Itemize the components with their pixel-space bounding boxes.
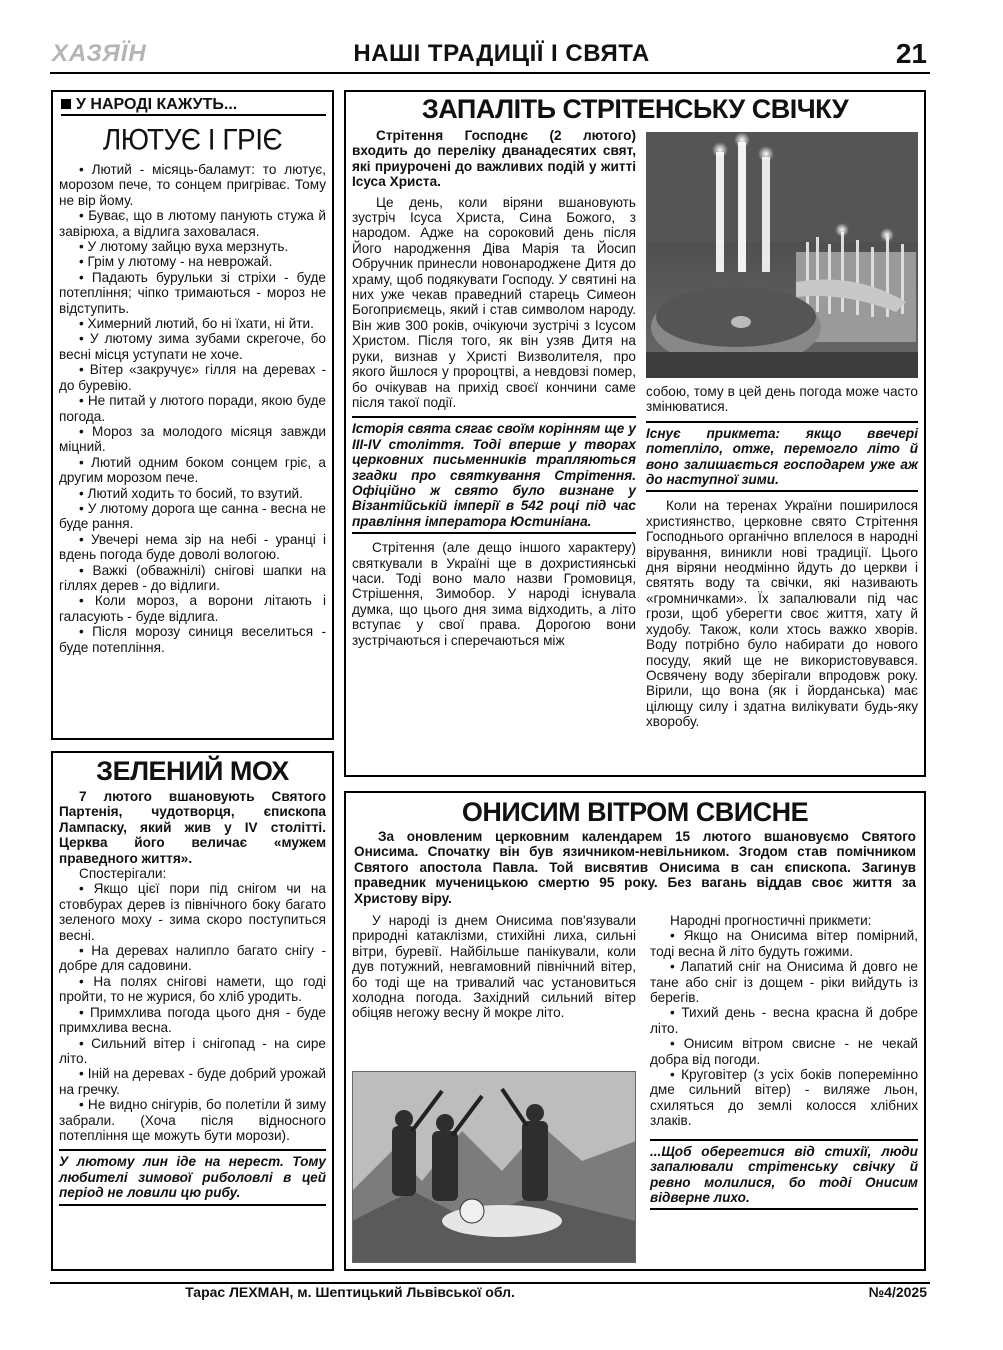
proverbs-list <box>59 162 326 655</box>
candle-box <box>344 90 926 777</box>
list-item: • На полях снігові намети, що годі пройти, то не журися, бо хліб уродить. <box>59 974 326 1005</box>
candle-title: ЗАПАЛІТЬ СТРІТЕНСЬКУ СВІЧКУ <box>421 94 849 124</box>
list-item: • Лапатий сніг на Онисима й довго не тане або сніг із дощем - ріки вийдуть із берегів. <box>650 959 918 1005</box>
candle-sign: Існує прикмета: якщо ввечері потепліло, отже, перемогло літо й воно залишається господарем уже аж до наступної зими. <box>646 421 918 493</box>
issue-number: №4/2025 <box>868 1284 927 1300</box>
moss-title: ЗЕЛЕНИЙ МОХ <box>96 756 289 786</box>
list-item: • Не видно снігурів, бо полетіли й зиму забрали. (Хоча після відносного потепління ще можуть бути морози). <box>59 1097 326 1143</box>
list-item: • У лютому зима зубами скрегоче, бо весні місця уступати не хоче. <box>59 331 326 362</box>
list-item: • Сильний вітер і снігопад - на сире літо. <box>59 1036 326 1067</box>
proverbs-title: ЛЮТУЄ І ГРІЄ <box>102 123 283 156</box>
candle-lead: Стрітення Господнє (2 лютого) входить до переліку дванадесятих свят, які приурочені до важливих подій у житті Ісуса Христа. <box>352 128 636 190</box>
onysym-paragraph-1: У народі із днем Онисима пов'язували природні катаклізми, стихійні лиха, сильні вітри, буревії. Найбільше панікували, коли дув потужний, невгамовний північний вітер, бо тоді ще на тривалий час установиться холодна погода. Західний сильний вітер обіцяв негожу весну й мокре літо. <box>352 913 636 1021</box>
onysym-box <box>344 791 926 1271</box>
moss-list <box>59 881 326 1143</box>
square-bullet-icon <box>61 99 71 109</box>
list-item: • Онисим вітром свисне - не чекай добра від погоди. <box>650 1036 918 1067</box>
onysym-note: ...Щоб оберегтися від стихії, люди запалювали стрітенську свічку й ревно молилися, бо тоді Онисим відверне лихо. <box>650 1139 918 1211</box>
list-item: • Буває, що в лютому панують стужа й завірюха, а відлига заховалася. <box>59 208 326 239</box>
moss-intro: Спостерігали: <box>79 866 167 882</box>
onysym-list <box>650 928 918 1128</box>
moss-lead: 7 лютого вшановують Святого Партенія, чудотворця, єпископа Лампаску, який жив у IV столітті. Церква його величає «мужем праведного життя». <box>59 789 326 866</box>
list-item: • Не питай у лютого поради, якою буде погода. <box>59 393 326 424</box>
list-item: • Примхлива погода цього дня - буде примхлива весна. <box>59 1005 326 1036</box>
onysym-lead: За оновленим церковним календарем 15 лютого вшановуємо Святого Онисима. Спочатку він був язичником-невільником. Згодом став помічником Святого апостола Павла. Той висвятив Онисима в сан єпископа. Загинув праведник мученицькою смертю 95 року. Без вагань віддав своє життя за Христову віру. <box>354 829 916 906</box>
newspaper-logo: ХАЗЯЇН <box>52 40 147 67</box>
martyrdom-icon-image <box>352 1071 636 1263</box>
header-rule <box>50 72 930 74</box>
list-item: • Коли мороз, а ворони літають і галасують - буде відлига. <box>59 593 326 624</box>
list-item: • Мороз за молодого місяця завжди міцний. <box>59 424 326 455</box>
list-item: • У лютому зайцю вуха мерзнуть. <box>59 239 326 254</box>
list-item: • Після морозу синиця веселиться - буде потепління. <box>59 624 326 655</box>
author-credit: Тарас ЛЕХМАН, м. Шептицький Львівської обл. <box>185 1284 515 1300</box>
candle-paragraph-1: Це день, коли віряни вшановують зустріч Ісуса Христа, Сина Божого, з народом. Адже на сороковий день після Його народження Діва Марія та Йосип Обручник принесли новонароджене Дитя до храму, щоб подякувати Господу. У святині на них уже чекав праведний старець Симеон Богоприємець, який і став символом народу. Він жив 300 років, очікуючи зустрічі з Ісусом Христом. Після того, як він узяв Дитя на руки, визнав у Христі Визволителя, про якого йшлося у пророцтві, а невдовзі помер, бо очікував на прихід своєї кончини саме після такої події. <box>352 194 636 410</box>
candle-paragraph-2: Стрітення (але дещо іншого характеру) святкували в Україні ще в дохристиянські часи. Тоді воно мало назви Громовиця, Стрішення, Зимобор. У народі існувала думка, що цього дня зима відходить, а літо вступає у свої права. Дорогою вони зустрічаються і сперечаються між <box>352 540 636 648</box>
list-item: • Важкі (обважнілі) снігові шапки на гіллях дерев - до відлиги. <box>59 563 326 594</box>
candle-paragraph-2-cont: собою, тому в цей день погода може часто змінюватися. <box>646 384 918 415</box>
proverbs-box <box>51 90 334 740</box>
moss-box <box>51 751 334 1271</box>
onysym-intro: Народні прогностичні прикмети: <box>670 913 872 928</box>
candle-paragraph-3: Коли на теренах України поширилося християнство, церковне свято Стрітення Господнього органічно вплелося в народні вірування, виникли нові традиції. Цього дня віряни неодмінно йдуть до церкви і святять воду та свічки, які називають «громничками». Їх запалювали під час грози, щоб уберегти своє життя, хату й худобу. Також, коли хтось важко хворів. Воду потрібно було набирати до нового посуду, який ще не використовувався. Освячену воду зберігали впродовж року. Вірили, що вона (як і йорданська) має цілющу силу і здатна вилікувати будь-яку хворобу. <box>646 498 918 730</box>
moss-note: У лютому лин іде на нерест. Тому любителі зимової риболовлі в цей період не ловили цю рибу. <box>59 1149 326 1205</box>
list-item: • Падають бурульки зі стріхи - буде потепління; чіпко тримаються - мороз не відступить. <box>59 270 326 316</box>
candles-photo <box>646 132 918 378</box>
list-item: • На деревах налипло багато снігу - добре для садовини. <box>59 943 326 974</box>
list-item: • Якщо на Онисима вітер помірний, тоді весна й літо будуть гожими. <box>650 928 918 959</box>
list-item: • Тихий день - весна красна й добре літо. <box>650 1005 918 1036</box>
list-item: • Лютий ходить то босий, то взутий. <box>59 486 326 501</box>
list-item: • Лютий - місяць-баламут: то лютує, морозом пече, то сонцем пригріває. Тому не вір йому. <box>59 162 326 208</box>
page-number: 21 <box>895 38 927 69</box>
candles-photo-icon <box>646 132 918 378</box>
list-item: • Вітер «закручує» гілля на деревах - до буревію. <box>59 362 326 393</box>
list-item: • Якщо цієї пори під снігом чи на стовбурах дерев із північного боку багато зеленого моху - зима скоро поступиться весні. <box>59 881 326 943</box>
onysym-title: ОНИСИМ ВІТРОМ СВИСНЕ <box>461 797 809 827</box>
list-item: • У лютому дорога ще санна - весна не буде рання. <box>59 501 326 532</box>
list-item: • Лютий одним боком сонцем гріє, а другим морозом пече. <box>59 455 326 486</box>
icon-painting-icon <box>352 1071 636 1263</box>
list-item: • Іній на деревах - буде добрий урожай на гречку. <box>59 1066 326 1097</box>
list-item: • Грім у лютому - на неврожай. <box>59 254 326 269</box>
section-title: НАШІ ТРАДИЦІЇ І СВЯТА <box>353 40 650 67</box>
list-item: • Увечері нема зір на небі - уранці і вдень погода буде доволі вологою. <box>59 532 326 563</box>
list-item: • Химерний лютий, бо ні їхати, ні йти. <box>59 316 326 331</box>
candle-history-quote: Історія свята сягає своїм корінням ще у III-IV століття. Тоді вперше у творах церковних письменників трапляються згадки про святкування Стрітення. Офіційно ж свято було визнане у Візантійській імперії в 542 році під час правління імператора Юстиніана. <box>352 416 636 534</box>
proverbs-kicker: У НАРОДІ КАЖУТЬ... <box>61 95 326 116</box>
list-item: • Круговітер (з усіх боків поперемінно дме сильний вітер) - виляже льон, схиляться до землі колосся хлібних злаків. <box>650 1067 918 1129</box>
